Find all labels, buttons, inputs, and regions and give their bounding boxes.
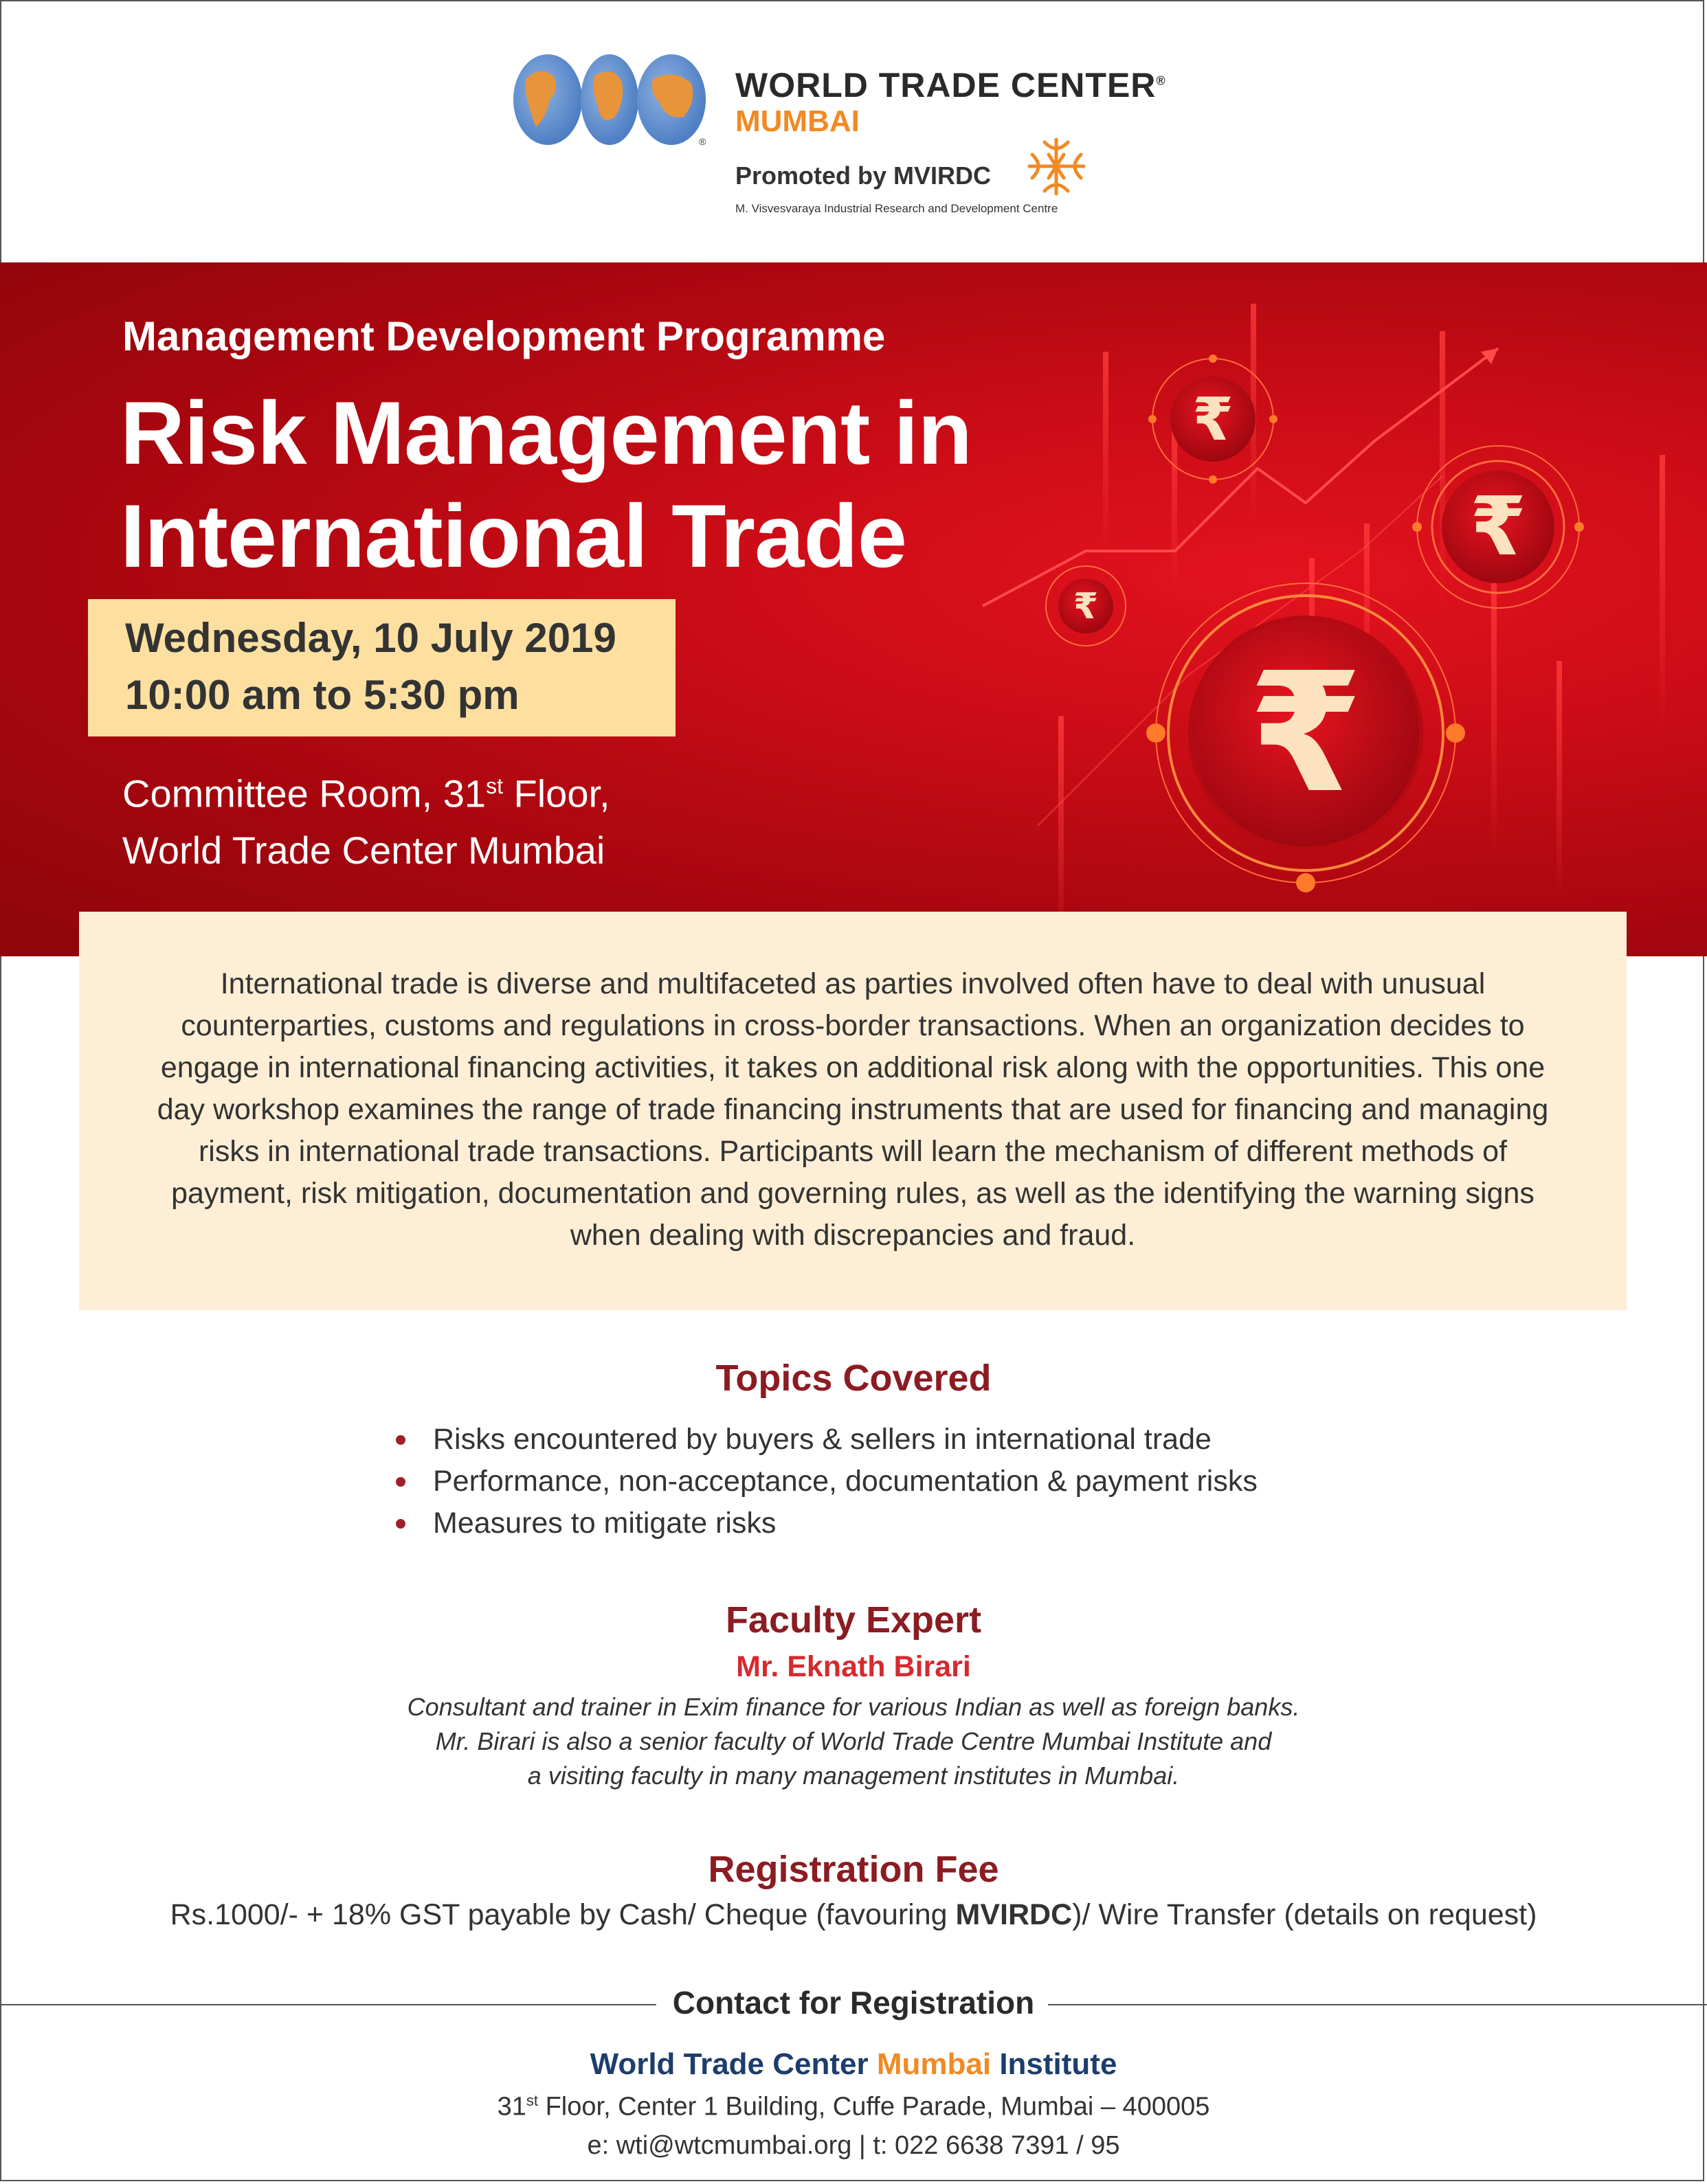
bullet-icon bbox=[396, 1477, 405, 1487]
expert-bio-line: a visiting faculty in many management institutes in Mumbai. bbox=[527, 1761, 1180, 1790]
contact-heading: Contact for Registration bbox=[672, 1985, 1035, 2020]
event-title-line-2: International Trade bbox=[120, 486, 907, 586]
faculty-heading: Faculty Expert bbox=[725, 1599, 982, 1641]
event-title bbox=[120, 381, 972, 587]
event-title-line-1: Risk Management in bbox=[120, 383, 972, 483]
topics-list bbox=[392, 1419, 1258, 1544]
event-time: 10:00 am to 5:30 pm bbox=[125, 672, 520, 718]
institute-address: 31st Floor, Center 1 Building, Cuffe Parade, Mumbai – 400005 bbox=[497, 2092, 1210, 2121]
description-text: International trade is diverse and multifaceted as parties involved often have to deal with unusual counterparties, customs and regulations in cross-border transactions. When an organization decides to engage in international financing activities, it takes on additional risk along with the opportunities. This one day workshop examines the range of trade financing instruments that are used for financing and managing risks in international trade transactions. Participants will learn the mechanism of different methods of payment, risk mitigation, documentation and governing rules, as well as the identifying the warning signs when dealing with discrepancies and fraud. bbox=[157, 967, 1549, 1252]
expert-bio-line: Consultant and trainer in Exim finance for various Indian as well as foreign banks. bbox=[407, 1693, 1300, 1721]
promoted-by: Promoted by MVIRDC bbox=[735, 161, 992, 190]
expert-bio-line: Mr. Birari is also a senior faculty of World Trade Centre Mumbai Institute and bbox=[435, 1727, 1272, 1755]
bullet-icon bbox=[396, 1519, 405, 1529]
mvirdc-emblem-icon bbox=[1024, 134, 1089, 199]
event-venue bbox=[122, 758, 610, 879]
org-name: WORLD TRADE CENTER® bbox=[735, 66, 1166, 104]
date-time-box bbox=[88, 599, 676, 736]
wtc-globes-logo-icon bbox=[512, 52, 708, 148]
list-item: Performance, non-acceptance, documentation & payment risks bbox=[392, 1461, 1258, 1502]
list-item: Risks encountered by buyers & sellers in international trade bbox=[392, 1419, 1258, 1461]
list-item: Measures to mitigate risks bbox=[392, 1502, 1258, 1544]
mvirdc-full-name: M. Visvesvaraya Industrial Research and Development Centre bbox=[735, 202, 1058, 215]
venue-line-1: Committee Room, 31st Floor, bbox=[122, 772, 610, 815]
registration-fee-heading: Registration Fee bbox=[708, 1849, 999, 1890]
topics-heading: Topics Covered bbox=[715, 1358, 992, 1399]
svg-text:®: ® bbox=[699, 136, 706, 147]
expert-bio bbox=[0, 1690, 1707, 1793]
description-box bbox=[79, 912, 1627, 1310]
org-city: MUMBAI bbox=[735, 104, 860, 138]
svg-text:₹: ₹ bbox=[1248, 637, 1363, 829]
institute-name: World Trade Center Mumbai Institute bbox=[590, 2047, 1117, 2081]
registration-fee-text: Rs.1000/- + 18% GST payable by Cash/ Cheque (favouring MVIRDC)/ Wire Transfer (details on request) bbox=[170, 1898, 1537, 1931]
email-phone: e: wti@wtcmumbai.org | t: 022 6638 7391 / 95 bbox=[587, 2131, 1120, 2160]
rupee-coins-illustration-icon bbox=[948, 262, 1707, 956]
svg-text:₹: ₹ bbox=[1469, 479, 1527, 574]
bullet-icon bbox=[396, 1435, 405, 1445]
event-date: Wednesday, 10 July 2019 bbox=[125, 615, 616, 661]
programme-type: Management Development Programme bbox=[122, 313, 886, 359]
svg-text:₹: ₹ bbox=[1192, 385, 1234, 454]
svg-text:₹: ₹ bbox=[1073, 586, 1099, 627]
venue-line-2: World Trade Center Mumbai bbox=[122, 828, 605, 872]
expert-name: Mr. Eknath Birari bbox=[736, 1650, 971, 1683]
